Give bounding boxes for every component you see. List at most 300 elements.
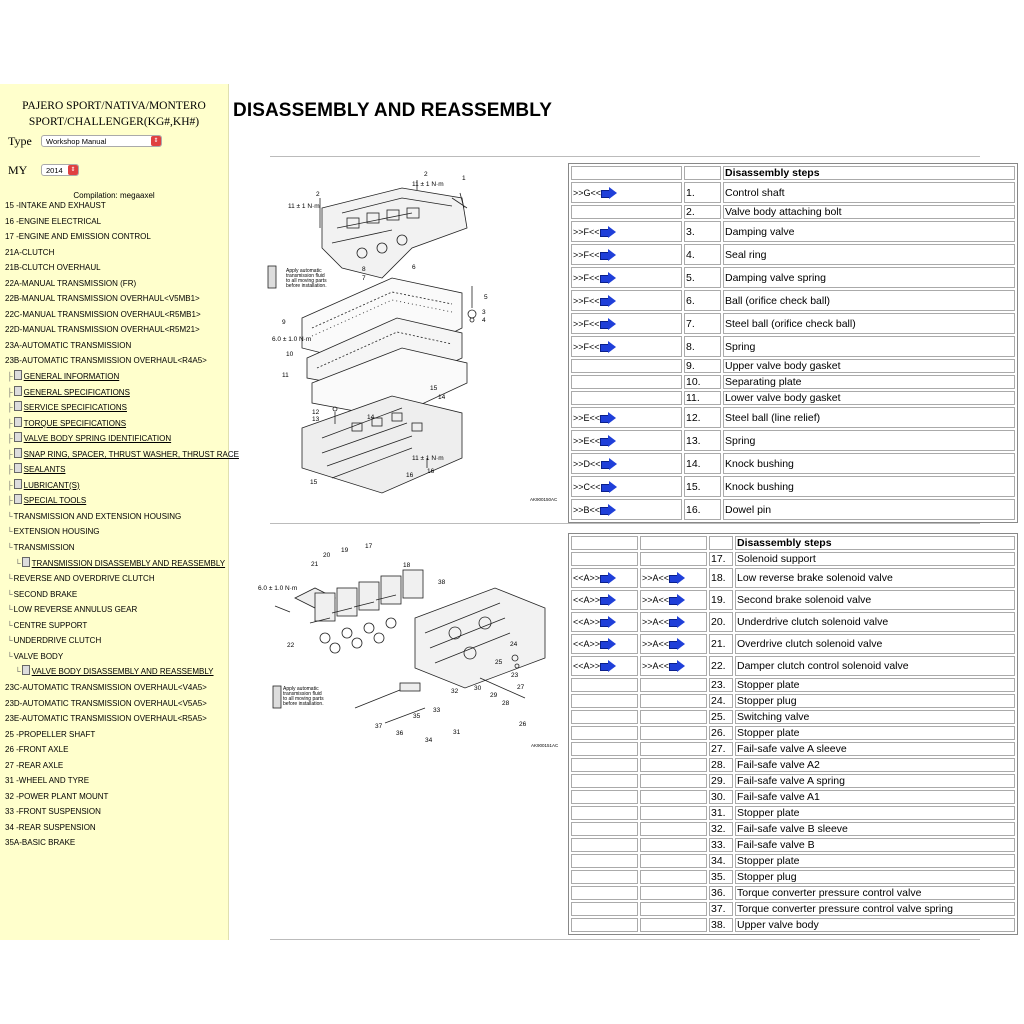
reassembly-mark[interactable]: [640, 612, 707, 632]
tree-item-label: 25 -PROPELLER SHAFT: [5, 729, 96, 739]
step-mark[interactable]: [571, 453, 682, 474]
blue-right-arrow-icon: [669, 572, 685, 584]
reassembly-mark: [640, 854, 707, 868]
step-mark-text: >>B<<: [573, 504, 601, 515]
reassembly-mark: [640, 726, 707, 740]
step-number-text: 22.: [711, 660, 726, 672]
table-row: [571, 590, 1015, 610]
step-number-text: 10.: [686, 376, 701, 388]
step-description: [735, 806, 1015, 820]
step-description-text: Upper valve body gasket: [725, 360, 841, 372]
my-select[interactable]: [41, 164, 79, 176]
tree-item[interactable]: [5, 556, 227, 572]
disassembly-mark: [571, 886, 638, 900]
svg-text:to all moving parts: to all moving parts: [286, 278, 327, 284]
svg-text:15: 15: [430, 385, 438, 392]
step-description-text: Torque converter pressure control valve: [737, 887, 922, 899]
step-description-text: Separating plate: [725, 376, 802, 388]
step-description-text: Switching valve: [737, 711, 810, 723]
header-cell: [640, 536, 707, 550]
valve-body-exploded-diagram-2: [255, 538, 565, 748]
vehicle-title: [0, 98, 228, 130]
step-description-text: Stopper plate: [737, 679, 800, 691]
svg-text:18: 18: [403, 562, 411, 569]
step-number-text: 26.: [711, 727, 726, 739]
step-description: [723, 221, 1015, 242]
blue-right-arrow-icon: [600, 594, 616, 606]
divider: [270, 156, 980, 157]
blue-right-arrow-icon: [601, 458, 617, 470]
step-mark-text: >>F<<: [573, 341, 600, 352]
disassembly-mark[interactable]: [571, 590, 638, 610]
tree-item-label: TRANSMISSION DISASSEMBLY AND REASSEMBLY: [31, 558, 226, 568]
tree-item[interactable]: [5, 291, 227, 307]
reassembly-mark: [640, 918, 707, 932]
table-row: [571, 568, 1015, 588]
step-number-text: 36.: [711, 887, 726, 899]
tree-item-label: TORQUE SPECIFICATIONS: [23, 418, 127, 428]
document-icon: [14, 386, 22, 396]
tree-item[interactable]: [5, 587, 227, 603]
tree-item[interactable]: [5, 696, 227, 712]
svg-text:13: 13: [312, 416, 320, 423]
disassembly-mark: [571, 790, 638, 804]
reassembly-mark: [640, 694, 707, 708]
svg-text:33: 33: [433, 707, 441, 714]
step-number-text: 8.: [686, 340, 695, 353]
tree-branch-icon: └: [7, 605, 13, 615]
step-number: [709, 854, 733, 868]
step-number-text: 24.: [711, 695, 726, 707]
reassembly-mark: [640, 806, 707, 820]
step-number: [709, 742, 733, 756]
step-number: [684, 359, 721, 373]
tree-item[interactable]: [5, 447, 239, 463]
step-mark[interactable]: [571, 499, 682, 520]
step-description: [723, 430, 1015, 451]
reassembly-mark[interactable]: [640, 634, 707, 654]
table-row: [571, 822, 1015, 836]
step-description-text: Fail-safe valve A spring: [737, 775, 845, 787]
tree-item[interactable]: [5, 664, 227, 680]
type-select[interactable]: [41, 135, 162, 147]
svg-text:to all moving parts: to all moving parts: [283, 696, 324, 702]
step-number-text: 17.: [711, 553, 726, 565]
tree-item[interactable]: [5, 540, 227, 556]
step-number: [684, 375, 721, 389]
document-icon: [14, 463, 22, 473]
step-mark-text: >>D<<: [573, 458, 601, 469]
table-row: [571, 336, 1015, 357]
step-number: [684, 453, 721, 474]
step-description: [723, 499, 1015, 520]
tree-item[interactable]: [5, 633, 227, 649]
tree-item[interactable]: [5, 602, 227, 618]
step-description: [723, 205, 1015, 219]
step-number: [709, 902, 733, 916]
step-mark[interactable]: [571, 407, 682, 428]
tree-item-label: 15 -INTAKE AND EXHAUST: [5, 201, 106, 210]
table-row: [571, 902, 1015, 916]
svg-text:27: 27: [517, 684, 525, 691]
compilation-label: Compilation: megaaxel: [73, 191, 155, 200]
tree-item[interactable]: [5, 478, 227, 494]
tree-branch-icon: └: [7, 511, 13, 521]
svg-text:transmission fluid: transmission fluid: [283, 691, 322, 697]
svg-text:32: 32: [451, 688, 459, 695]
tree-item[interactable]: [5, 618, 227, 634]
step-description-text: Torque converter pressure control valve spring: [737, 903, 953, 915]
step-mark[interactable]: [571, 476, 682, 497]
table-header-row: [571, 536, 1015, 550]
step-number-text: 29.: [711, 775, 726, 787]
step-number-text: 18.: [711, 572, 726, 584]
table-row: [571, 499, 1015, 520]
reassembly-mark: [640, 886, 707, 900]
svg-text:9: 9: [282, 319, 286, 326]
svg-text:3: 3: [482, 309, 486, 316]
step-number-text: 5.: [686, 271, 695, 284]
step-number-text: 12.: [686, 411, 701, 424]
step-description: [735, 590, 1015, 610]
disassembly-mark: [571, 710, 638, 724]
svg-text:17: 17: [365, 543, 373, 550]
disassembly-mark: [571, 902, 638, 916]
tree-branch-icon: └: [7, 589, 13, 599]
header-cell: Disassembly steps: [723, 166, 1015, 180]
tree-item-label: 27 -REAR AXLE: [5, 760, 64, 770]
step-description: [735, 710, 1015, 724]
document-icon: [14, 494, 22, 504]
blue-right-arrow-icon: [600, 249, 616, 261]
tree-item[interactable]: [5, 804, 227, 820]
blue-right-arrow-icon: [600, 272, 616, 284]
tree-item-label: 23C-AUTOMATIC TRANSMISSION OVERHAUL<V4A5>: [5, 682, 207, 692]
reassembly-mark-text: >>A<<: [642, 661, 670, 671]
vehicle-title-line2: SPORT/CHALLENGER(KG#,KH#): [28, 116, 200, 128]
tree-item[interactable]: [5, 338, 227, 354]
tree-item[interactable]: [5, 524, 227, 540]
step-description-text: Valve body attaching bolt: [725, 206, 842, 218]
tree-item[interactable]: [5, 835, 227, 851]
table-row: [571, 407, 1015, 428]
step-mark[interactable]: [571, 267, 682, 288]
tree-item[interactable]: [5, 820, 227, 836]
tree-item[interactable]: [5, 307, 227, 323]
tree-item[interactable]: [5, 742, 227, 758]
step-number-text: 21.: [711, 638, 726, 650]
step-description-text: Fail-safe valve A1: [737, 791, 820, 803]
step-description-text: Damper clutch control solenoid valve: [737, 660, 909, 672]
disassembly-mark: [571, 742, 638, 756]
tree-item[interactable]: [5, 789, 227, 805]
step-number: [684, 391, 721, 405]
navigation-tree: [5, 201, 239, 940]
tree-item[interactable]: [5, 214, 227, 230]
table-header-row: [571, 166, 1015, 180]
reassembly-mark: [640, 758, 707, 772]
tree-item-label: 22C-MANUAL TRANSMISSION OVERHAUL<R5MB1>: [5, 309, 201, 319]
step-mark-text: >>F<<: [573, 295, 600, 306]
table-row: [571, 359, 1015, 373]
step-mark[interactable]: [571, 182, 682, 203]
step-description: [735, 656, 1015, 676]
tree-item[interactable]: [5, 400, 227, 416]
step-number: [709, 656, 733, 676]
reassembly-mark[interactable]: [640, 656, 707, 676]
tree-branch-icon: ├: [7, 403, 13, 413]
divider: [270, 939, 980, 940]
reassembly-mark: [640, 552, 707, 566]
svg-text:14: 14: [367, 414, 375, 421]
disassembly-mark[interactable]: [571, 634, 638, 654]
table-row: [571, 182, 1015, 203]
step-number-text: 25.: [711, 711, 726, 723]
svg-text:Apply automatic: Apply automatic: [286, 268, 322, 274]
svg-text:26: 26: [519, 721, 527, 728]
step-number-text: 14.: [686, 457, 701, 470]
tree-item[interactable]: [5, 493, 227, 509]
step-description-text: Ball (orifice check ball): [725, 294, 831, 307]
step-number: [684, 244, 721, 265]
tree-item[interactable]: [5, 711, 227, 727]
tree-item-label: 26 -FRONT AXLE: [5, 745, 69, 755]
step-description-text: Knock bushing: [725, 457, 794, 470]
tree-item[interactable]: [5, 276, 227, 292]
svg-text:11 ± 1 N·m: 11 ± 1 N·m: [288, 203, 320, 210]
step-mark[interactable]: [571, 244, 682, 265]
tree-item[interactable]: [5, 369, 227, 385]
divider: [270, 523, 980, 524]
tree-item[interactable]: [5, 322, 227, 338]
disassembly-mark-text: <<A>>: [573, 573, 601, 583]
svg-text:8: 8: [362, 266, 366, 273]
disassembly-mark: [571, 838, 638, 852]
tree-item-label: 23D-AUTOMATIC TRANSMISSION OVERHAUL<V5A5>: [5, 698, 207, 708]
tree-item-label: SERVICE SPECIFICATIONS: [23, 403, 127, 413]
svg-text:7: 7: [362, 275, 366, 282]
step-number: [709, 678, 733, 692]
step-number: [709, 726, 733, 740]
svg-text:20: 20: [323, 552, 331, 559]
svg-text:16: 16: [406, 472, 414, 479]
svg-text:22: 22: [287, 642, 295, 649]
svg-text:AK900151AC: AK900151AC: [531, 743, 559, 748]
step-description-text: Fail-safe valve A sleeve: [737, 743, 847, 755]
step-number: [684, 290, 721, 311]
table-row: [571, 678, 1015, 692]
svg-text:4: 4: [482, 317, 486, 324]
step-mark[interactable]: [571, 290, 682, 311]
step-number-text: 16.: [686, 503, 701, 516]
blue-right-arrow-icon: [600, 341, 616, 353]
step-mark-text: >>E<<: [573, 412, 601, 423]
reassembly-mark[interactable]: [640, 590, 707, 610]
tree-branch-icon: ├: [7, 496, 13, 506]
step-description-text: Fail-safe valve A2: [737, 759, 820, 771]
tree-item-label: 32 -POWER PLANT MOUNT: [5, 791, 109, 801]
step-mark[interactable]: [571, 221, 682, 242]
table-row: [571, 742, 1015, 756]
svg-text:12: 12: [312, 409, 320, 416]
disassembly-mark: [571, 678, 638, 692]
step-description: [735, 918, 1015, 932]
reassembly-mark[interactable]: [640, 568, 707, 588]
step-description-text: Knock bushing: [725, 480, 794, 493]
tree-item[interactable]: [5, 245, 227, 261]
step-number-text: 37.: [711, 903, 726, 915]
step-mark: [571, 205, 682, 219]
tree-item[interactable]: [5, 229, 227, 245]
blue-right-arrow-icon: [600, 412, 616, 424]
tree-item-label: GENERAL INFORMATION: [23, 372, 120, 382]
step-mark: [571, 359, 682, 373]
tree-item[interactable]: [5, 727, 227, 743]
table-row: [571, 453, 1015, 474]
table-row: [571, 267, 1015, 288]
step-description: [735, 790, 1015, 804]
step-description: [723, 267, 1015, 288]
disassembly-mark[interactable]: [571, 568, 638, 588]
step-description: [723, 182, 1015, 203]
blue-right-arrow-icon: [600, 616, 616, 628]
reassembly-mark: [640, 774, 707, 788]
document-icon: [14, 370, 22, 380]
tree-item[interactable]: [5, 462, 227, 478]
tree-item[interactable]: [5, 260, 227, 276]
tree-item[interactable]: [5, 758, 227, 774]
step-description-text: Spring: [725, 340, 756, 353]
step-number: [684, 182, 721, 203]
step-number: [709, 870, 733, 884]
tree-branch-icon: └: [7, 620, 13, 630]
step-description: [723, 336, 1015, 357]
svg-text:38: 38: [438, 579, 446, 586]
step-number: [709, 774, 733, 788]
tree-item-label: VALVE BODY DISASSEMBLY AND REASSEMBLY: [31, 667, 214, 677]
tree-item-label: 34 -REAR SUSPENSION: [5, 822, 96, 832]
blue-right-arrow-icon: [600, 295, 616, 307]
svg-text:transmission fluid: transmission fluid: [286, 273, 325, 279]
step-description-text: Underdrive clutch solenoid valve: [737, 616, 889, 628]
step-description-text: Low reverse brake solenoid valve: [737, 572, 893, 584]
tree-item-label: VALVE BODY: [13, 651, 64, 661]
tree-item-label: 17 -ENGINE AND EMISSION CONTROL: [5, 232, 151, 242]
step-number: [709, 886, 733, 900]
tree-item[interactable]: [5, 198, 227, 214]
disassembly-mark: [571, 822, 638, 836]
table-row: [571, 612, 1015, 632]
step-description: [723, 407, 1015, 428]
document-icon: [14, 479, 22, 489]
step-number: [709, 552, 733, 566]
svg-text:36: 36: [396, 730, 404, 737]
tree-item[interactable]: [5, 509, 227, 525]
step-number: [684, 336, 721, 357]
step-description-text: Stopper plate: [737, 807, 800, 819]
disassembly-steps-table-1: [568, 163, 1018, 523]
tree-item[interactable]: [5, 649, 227, 665]
disassembly-mark-text: <<A>>: [573, 639, 601, 649]
header-cell: [571, 166, 682, 180]
tree-branch-icon: └: [7, 543, 13, 553]
disassembly-mark: [571, 726, 638, 740]
table-row: [571, 726, 1015, 740]
step-number-text: 38.: [711, 919, 726, 931]
step-description-text: Steel ball (line relief): [725, 411, 821, 424]
step-description: [735, 552, 1015, 566]
step-mark[interactable]: [571, 430, 682, 451]
step-description-text: Damping valve: [725, 225, 795, 238]
tree-item[interactable]: [5, 353, 227, 369]
document-icon: [14, 448, 22, 458]
tree-item[interactable]: [5, 773, 227, 789]
reassembly-mark: [640, 710, 707, 724]
tree-item[interactable]: [5, 571, 227, 587]
step-number-text: 32.: [711, 823, 726, 835]
tree-item-label: 22D-MANUAL TRANSMISSION OVERHAUL<R5M21>: [5, 325, 200, 335]
step-number: [684, 499, 721, 520]
reassembly-mark: [640, 822, 707, 836]
step-number-text: 2.: [686, 206, 695, 218]
step-mark-text: >>F<<: [573, 249, 600, 260]
step-mark[interactable]: [571, 313, 682, 334]
step-description: [723, 359, 1015, 373]
tree-item[interactable]: [5, 416, 227, 432]
step-number: [709, 918, 733, 932]
type-select-value: Workshop Manual: [46, 137, 107, 146]
reassembly-mark-text: >>A<<: [642, 639, 670, 649]
disassembly-mark[interactable]: [571, 612, 638, 632]
step-description: [735, 726, 1015, 740]
step-number: [709, 568, 733, 588]
table-row: [571, 838, 1015, 852]
step-description: [735, 742, 1015, 756]
step-description-text: Solenoid support: [737, 553, 816, 565]
tree-item-label: EXTENSION HOUSING: [13, 527, 100, 537]
table-row: [571, 870, 1015, 884]
step-number: [709, 822, 733, 836]
step-description: [735, 870, 1015, 884]
tree-branch-icon: └: [7, 527, 13, 537]
tree-item-label: LOW REVERSE ANNULUS GEAR: [13, 605, 138, 615]
tree-item[interactable]: [5, 431, 227, 447]
svg-text:37: 37: [375, 723, 383, 730]
step-number-text: 4.: [686, 248, 695, 261]
step-number: [684, 476, 721, 497]
blue-right-arrow-icon: [600, 318, 616, 330]
step-description: [735, 902, 1015, 916]
header-cell: Disassembly steps: [735, 536, 1015, 550]
svg-text:15: 15: [310, 479, 318, 486]
step-mark[interactable]: [571, 336, 682, 357]
svg-text:AK900150AC: AK900150AC: [530, 497, 558, 502]
tree-item-label: 23A-AUTOMATIC TRANSMISSION: [5, 340, 132, 350]
blue-right-arrow-icon: [600, 226, 616, 238]
vehicle-title-line1: PAJERO SPORT/NATIVA/MONTERO: [22, 100, 206, 112]
step-description-text: Steel ball (orifice check ball): [725, 317, 856, 330]
svg-text:24: 24: [510, 641, 518, 648]
tree-item-label: SNAP RING, SPACER, THRUST WASHER, THRUST RACE: [23, 449, 239, 459]
disassembly-mark[interactable]: [571, 656, 638, 676]
step-number-text: 23.: [711, 679, 726, 691]
svg-text:11 ± 1 N·m: 11 ± 1 N·m: [412, 455, 444, 462]
step-number-text: 27.: [711, 743, 726, 755]
svg-text:31: 31: [453, 729, 461, 736]
svg-text:6.0 ± 1.0 N·m: 6.0 ± 1.0 N·m: [258, 585, 298, 592]
tree-item[interactable]: [5, 680, 227, 696]
tree-item[interactable]: [5, 385, 227, 401]
